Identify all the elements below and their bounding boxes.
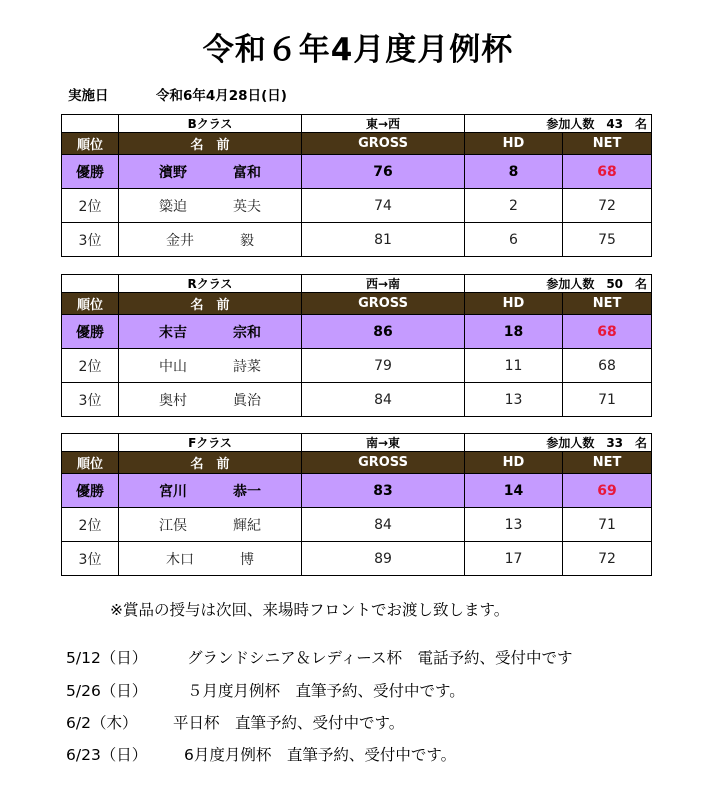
header-gross: GROSS (302, 293, 465, 315)
schedule-text: グランドシニア＆レディース杯 電話予約、受付中です (187, 649, 573, 667)
player-name (159, 481, 261, 501)
player-family-name: 宮川 (159, 483, 187, 500)
class-info-row (62, 115, 652, 133)
player-given-name: 恭一 (233, 483, 261, 500)
winner-row (62, 155, 652, 189)
schedule-date: 6/2（木） (66, 714, 138, 732)
table-header-row (62, 452, 652, 474)
rank-cell: 3位 (62, 223, 119, 257)
handicap-cell: 6 (465, 223, 563, 257)
net-score-cell: 71 (563, 383, 652, 417)
schedule-item (66, 646, 573, 668)
prize-note: ※賞品の授与は次回、来場時フロントでお渡し致します。 (110, 601, 510, 619)
player-name-cell (119, 349, 302, 383)
winner-row (62, 474, 652, 508)
header-net: NET (563, 452, 652, 474)
schedule-text: 6月度月例杯 直筆予約、受付中です。 (184, 746, 457, 764)
player-name (159, 162, 261, 182)
player-name (159, 322, 261, 342)
player-name (166, 549, 254, 569)
class-spacer (62, 275, 119, 293)
player-family-name: 末吉 (159, 324, 187, 341)
rank-cell: 優勝 (62, 474, 119, 508)
rank-cell: 2位 (62, 349, 119, 383)
player-name-cell (119, 223, 302, 257)
table-row (62, 189, 652, 223)
class-info-row (62, 434, 652, 452)
participant-count: 参加人数 33 名 (465, 434, 652, 452)
gross-score-cell: 79 (302, 349, 465, 383)
header-rank: 順位 (62, 293, 119, 315)
header-hd: HD (465, 452, 563, 474)
class-spacer (62, 434, 119, 452)
table-row (62, 349, 652, 383)
rank-cell: 2位 (62, 189, 119, 223)
player-name (166, 230, 254, 250)
player-family-name: 中山 (159, 358, 187, 375)
results-table-r-class (61, 274, 652, 417)
course-direction: 西→南 (302, 275, 465, 293)
handicap-cell: 18 (465, 315, 563, 349)
handicap-cell: 2 (465, 189, 563, 223)
header-name: 名 前 (119, 293, 302, 315)
schedule-date: 5/12（日） (66, 649, 148, 667)
player-name-cell (119, 474, 302, 508)
player-given-name: 宗和 (233, 324, 261, 341)
rank-cell: 2位 (62, 508, 119, 542)
gross-score-cell: 76 (302, 155, 465, 189)
rank-cell: 3位 (62, 383, 119, 417)
player-name-cell (119, 383, 302, 417)
handicap-cell: 8 (465, 155, 563, 189)
gross-score-cell: 81 (302, 223, 465, 257)
header-net: NET (563, 293, 652, 315)
net-score-cell: 72 (563, 542, 652, 576)
results-table-f-class (61, 433, 652, 576)
class-name: Bクラス (119, 115, 302, 133)
player-name (159, 515, 261, 535)
table-header-row (62, 133, 652, 155)
player-given-name: 輝紀 (233, 517, 261, 534)
player-family-name: 江俣 (159, 517, 187, 534)
player-name-cell (119, 315, 302, 349)
table-row (62, 223, 652, 257)
table-row (62, 383, 652, 417)
player-given-name: 詩菜 (233, 358, 261, 375)
header-rank: 順位 (62, 133, 119, 155)
handicap-cell: 14 (465, 474, 563, 508)
rank-cell: 3位 (62, 542, 119, 576)
header-rank: 順位 (62, 452, 119, 474)
gross-score-cell: 89 (302, 542, 465, 576)
header-name: 名 前 (119, 133, 302, 155)
header-hd: HD (465, 133, 563, 155)
header-net: NET (563, 133, 652, 155)
net-score-cell: 75 (563, 223, 652, 257)
header-name: 名 前 (119, 452, 302, 474)
header-hd: HD (465, 293, 563, 315)
player-given-name: 富和 (233, 164, 261, 181)
player-family-name: 金井 (166, 232, 194, 249)
player-name-cell (119, 542, 302, 576)
winner-row (62, 315, 652, 349)
net-score-cell: 68 (563, 155, 652, 189)
gross-score-cell: 74 (302, 189, 465, 223)
table-header-row (62, 293, 652, 315)
results-table-b-class (61, 114, 652, 257)
net-score-cell: 69 (563, 474, 652, 508)
gross-score-cell: 86 (302, 315, 465, 349)
player-family-name: 奥村 (159, 392, 187, 409)
player-given-name: 毅 (240, 232, 254, 249)
event-date-label: 実施日 (68, 88, 109, 104)
handicap-cell: 11 (465, 349, 563, 383)
player-given-name: 英夫 (233, 198, 261, 215)
schedule-date: 5/26（日） (66, 682, 148, 700)
player-name-cell (119, 189, 302, 223)
schedule-item (66, 679, 465, 701)
class-spacer (62, 115, 119, 133)
schedule-date: 6/23（日） (66, 746, 148, 764)
player-given-name: 眞治 (233, 392, 261, 409)
participant-count: 参加人数 43 名 (465, 115, 652, 133)
net-score-cell: 72 (563, 189, 652, 223)
net-score-cell: 71 (563, 508, 652, 542)
handicap-cell: 13 (465, 383, 563, 417)
net-score-cell: 68 (563, 349, 652, 383)
player-family-name: 簗迫 (159, 198, 187, 215)
course-direction: 東→西 (302, 115, 465, 133)
header-gross: GROSS (302, 133, 465, 155)
class-name: Fクラス (119, 434, 302, 452)
handicap-cell: 13 (465, 508, 563, 542)
player-family-name: 濱野 (159, 164, 187, 181)
gross-score-cell: 83 (302, 474, 465, 508)
class-name: Rクラス (119, 275, 302, 293)
page-title: 令和６年4月度月例杯 (202, 32, 514, 68)
rank-cell: 優勝 (62, 155, 119, 189)
schedule-text: ５月度月例杯 直筆予約、受付中です。 (187, 682, 465, 700)
player-name (159, 390, 261, 410)
rank-cell: 優勝 (62, 315, 119, 349)
table-row (62, 508, 652, 542)
class-info-row (62, 275, 652, 293)
schedule-item (66, 711, 404, 733)
player-name-cell (119, 508, 302, 542)
participant-count: 参加人数 50 名 (465, 275, 652, 293)
player-name (159, 356, 261, 376)
course-direction: 南→東 (302, 434, 465, 452)
event-date-value: 令和6年4月28日(日) (156, 88, 287, 104)
player-given-name: 博 (240, 551, 254, 568)
header-gross: GROSS (302, 452, 465, 474)
player-name (159, 196, 261, 216)
player-family-name: 木口 (166, 551, 194, 568)
player-name-cell (119, 155, 302, 189)
event-date-row (68, 84, 287, 104)
gross-score-cell: 84 (302, 383, 465, 417)
table-row (62, 542, 652, 576)
schedule-text: 平日杯 直筆予約、受付中です。 (173, 714, 405, 732)
gross-score-cell: 84 (302, 508, 465, 542)
net-score-cell: 68 (563, 315, 652, 349)
schedule-item (66, 743, 456, 765)
handicap-cell: 17 (465, 542, 563, 576)
